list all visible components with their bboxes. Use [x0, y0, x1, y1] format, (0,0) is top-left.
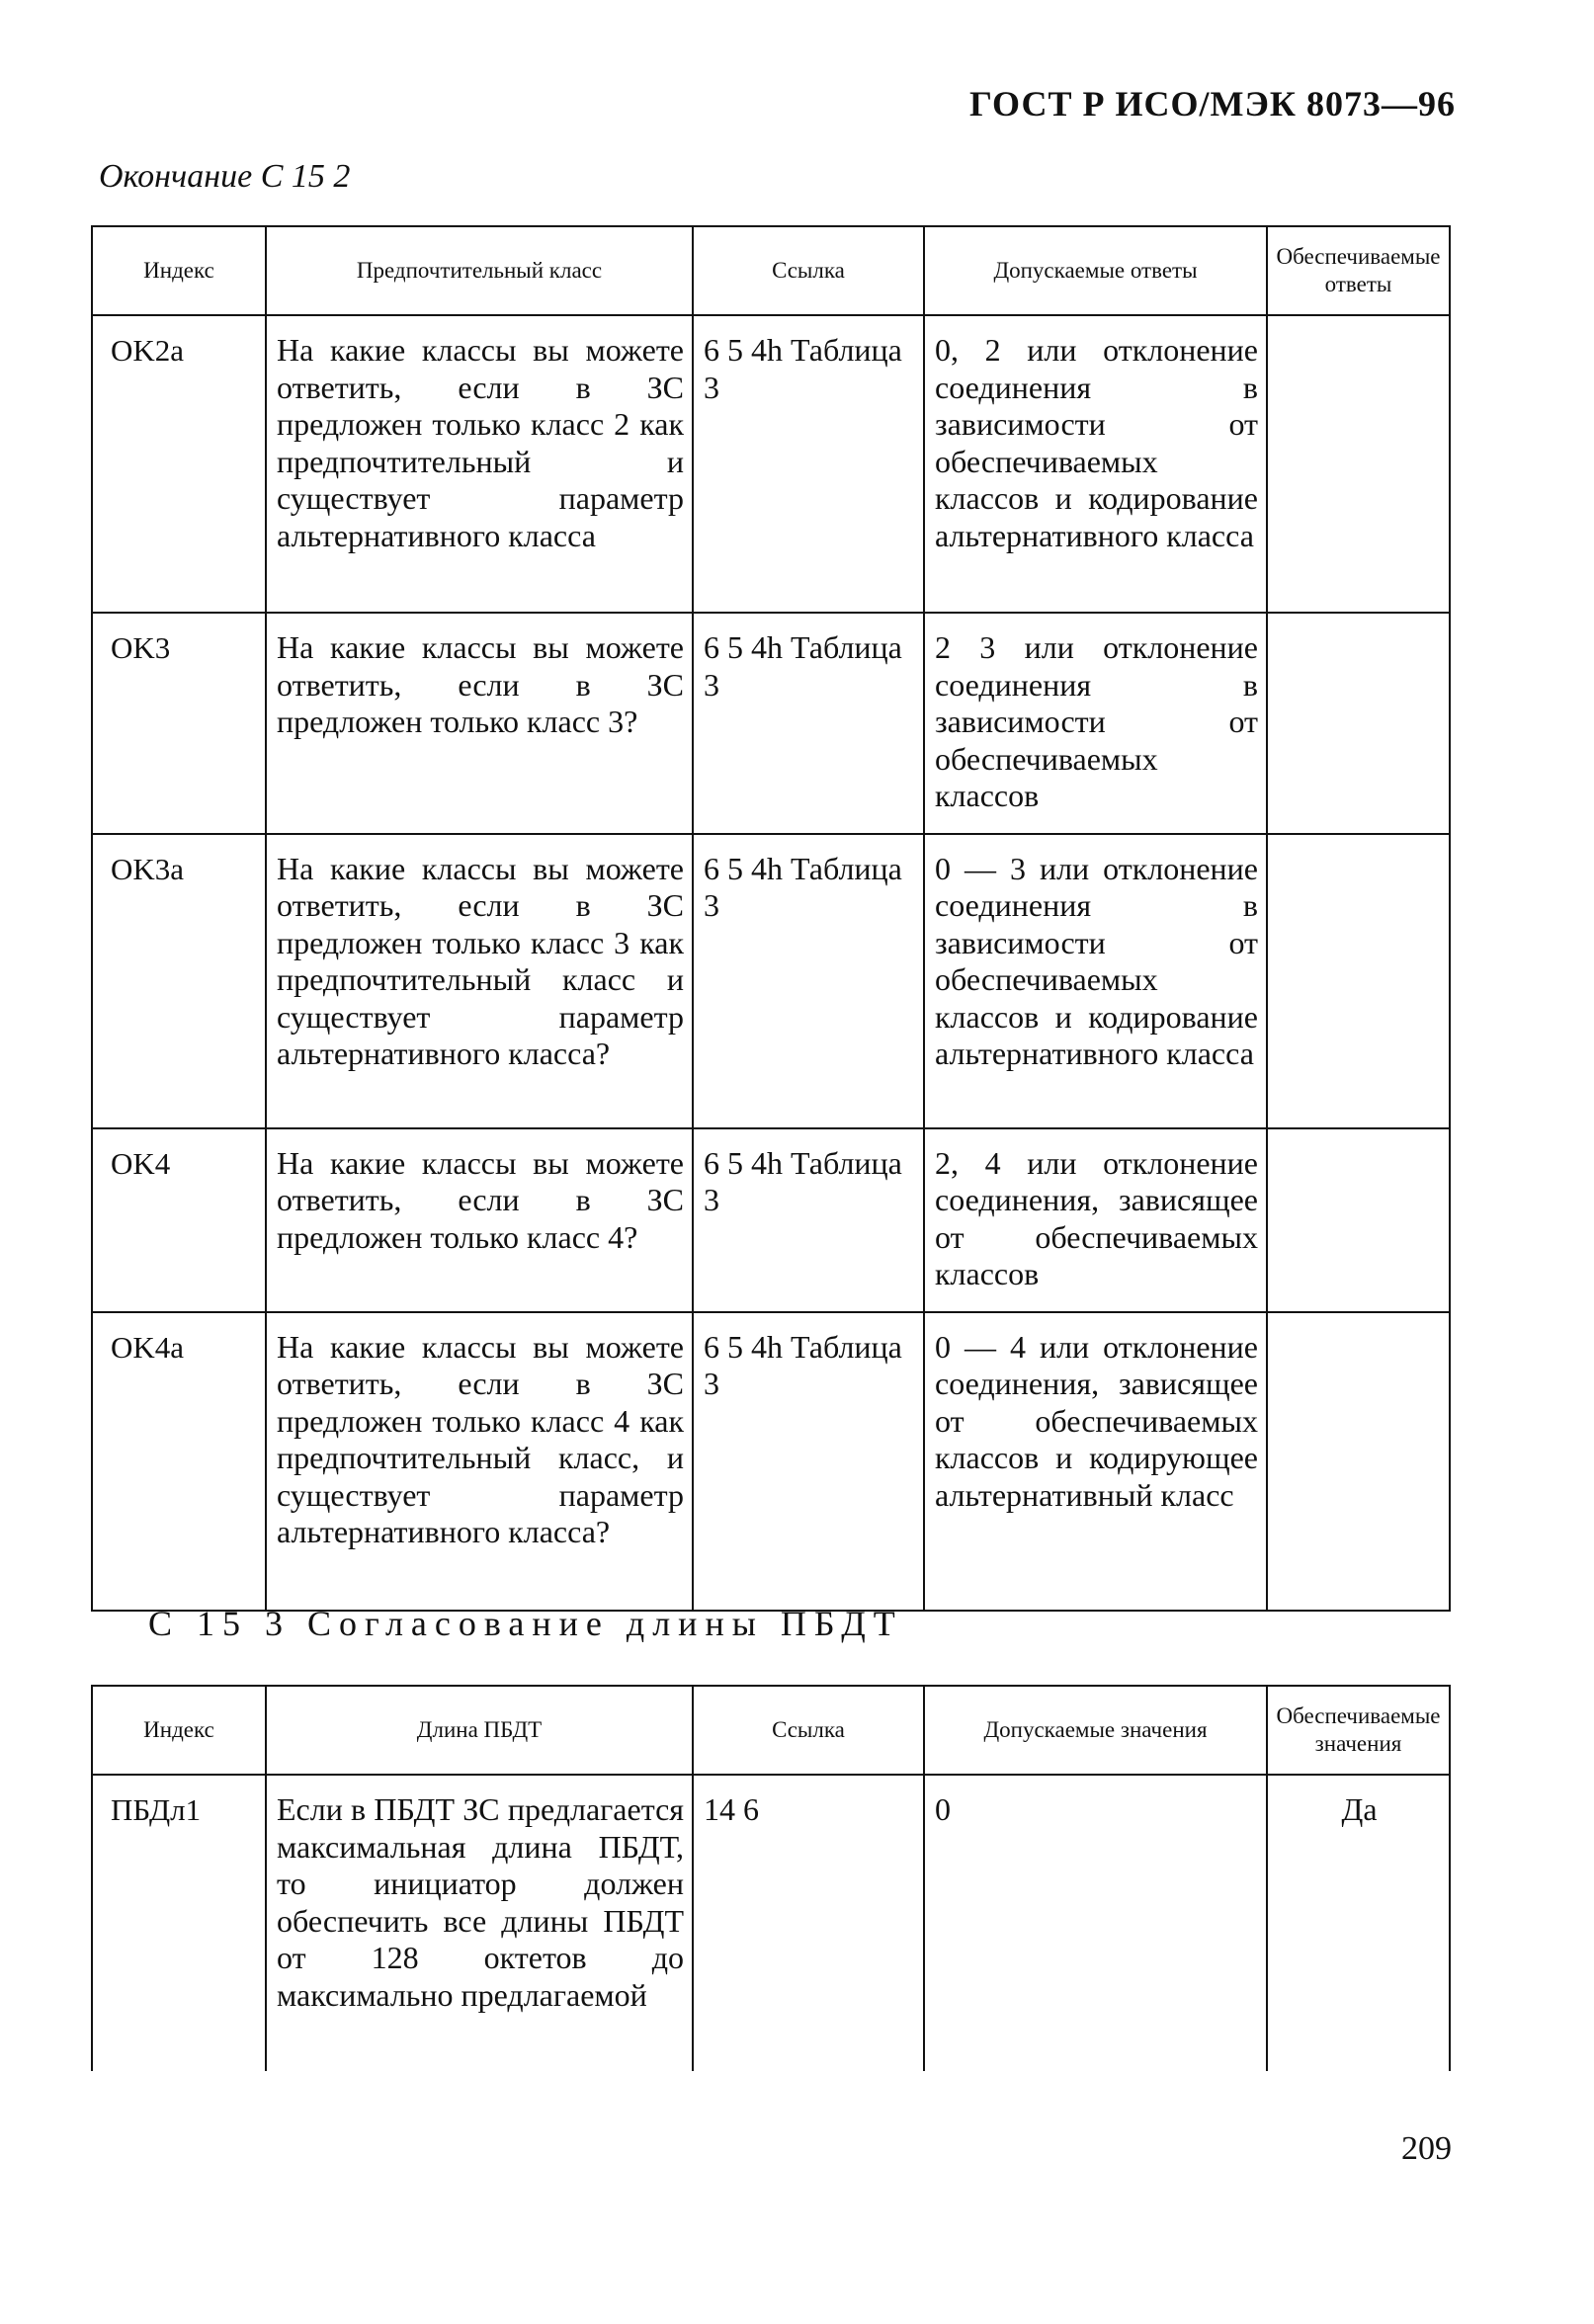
column-header-provided-responses: Обеспечиваемые ответы: [1267, 226, 1450, 315]
column-header-allowed-values: Допускаемые значения: [924, 1686, 1267, 1775]
row-index: OK4: [92, 1128, 266, 1312]
row-provided: [1267, 1128, 1450, 1312]
row-question: На какие классы вы можете ответить, если в ЗС предложен только класс 4 как предпочтительный класс, и существует параметр альтернативного класса?: [266, 1312, 693, 1611]
row-allowed: 0, 2 или отклонение соединения в зависимости от обеспечиваемых классов и кодирование альтернативного класса: [924, 315, 1267, 613]
row-allowed: 2 3 или отклонение соединения в зависимости от обеспечиваемых классов: [924, 613, 1267, 834]
column-header-preferred-class: Предпочтительный класс: [266, 226, 693, 315]
row-index: OK3a: [92, 834, 266, 1128]
table-row: [92, 1312, 1450, 1611]
row-allowed: 0 — 3 или отклонение соединения в зависимости от обеспечиваемых классов и кодирование альтернативного класса: [924, 834, 1267, 1128]
row-reference: 6 5 4h Таблица 3: [693, 315, 924, 613]
table-header-row: [92, 226, 1450, 315]
row-provided: [1267, 1312, 1450, 1611]
table-row: [92, 315, 1450, 613]
row-question: На какие классы вы можете ответить, если в ЗС предложен только класс 3 как предпочтительный класс и существует параметр альтернативного класса?: [266, 834, 693, 1128]
preferred-class-table: [91, 225, 1451, 1612]
column-header-reference: Ссылка: [693, 1686, 924, 1775]
row-reference: 6 5 4h Таблица 3: [693, 1128, 924, 1312]
tpdu-length-table: [91, 1685, 1451, 2071]
row-allowed: 0: [924, 1775, 1267, 2071]
row-index: OK4a: [92, 1312, 266, 1611]
table-row: [92, 1775, 1450, 2071]
row-index: OK3: [92, 613, 266, 834]
row-question: На какие классы вы можете ответить, если в ЗС предложен только класс 2 как предпочтительный и существует параметр альтернативного класса: [266, 315, 693, 613]
row-question: Если в ПБДТ ЗС предлагается максимальная длина ПБДТ, то инициатор должен обеспечить все длины ПБДТ от 128 октетов до максимально предлагаемой: [266, 1775, 693, 2071]
column-header-reference: Ссылка: [693, 226, 924, 315]
column-header-index: Индекс: [92, 226, 266, 315]
row-reference: 6 5 4h Таблица 3: [693, 834, 924, 1128]
row-index: ПБДл1: [92, 1775, 266, 2071]
row-provided: [1267, 315, 1450, 613]
row-provided: Да: [1267, 1775, 1450, 2071]
column-header-index: Индекс: [92, 1686, 266, 1775]
table-row: [92, 834, 1450, 1128]
continuation-label: Окончание С 15 2: [99, 158, 351, 195]
section-title: С 15 3 Согласование длины ПБДТ: [148, 1604, 903, 1643]
row-reference: 6 5 4h Таблица 3: [693, 1312, 924, 1611]
row-reference: 6 5 4h Таблица 3: [693, 613, 924, 834]
page-number: 209: [1401, 2130, 1452, 2167]
row-question: На какие классы вы можете ответить, если в ЗС предложен только класс 3?: [266, 613, 693, 834]
row-reference: 14 6: [693, 1775, 924, 2071]
table-row: [92, 613, 1450, 834]
row-allowed: 2, 4 или отклонение соединения, зависящее от обеспечиваемых классов: [924, 1128, 1267, 1312]
row-provided: [1267, 613, 1450, 834]
row-allowed: 0 — 4 или отклонение соединения, зависящее от обеспечиваемых классов и кодирующее альтернативный класс: [924, 1312, 1267, 1611]
document-header: ГОСТ Р ИСО/МЭК 8073—96: [969, 84, 1456, 124]
row-provided: [1267, 834, 1450, 1128]
column-header-provided-values: Обеспечиваемые значения: [1267, 1686, 1450, 1775]
column-header-tpdu-length: Длина ПБДТ: [266, 1686, 693, 1775]
row-index: OK2a: [92, 315, 266, 613]
column-header-allowed-responses: Допускаемые ответы: [924, 226, 1267, 315]
table-row: [92, 1128, 1450, 1312]
row-question: На какие классы вы можете ответить, если в ЗС предложен только класс 4?: [266, 1128, 693, 1312]
table-header-row: [92, 1686, 1450, 1775]
